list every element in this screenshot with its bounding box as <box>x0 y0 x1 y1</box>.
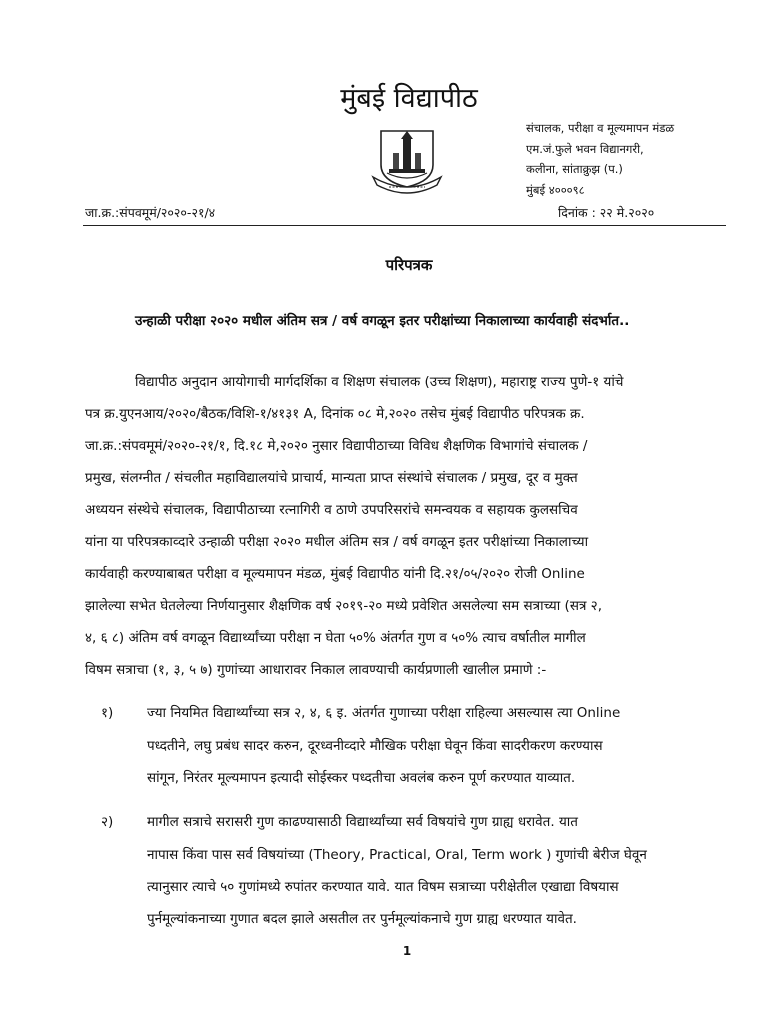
body-line: प्रमुख, संलग्नीत / संचलीत महाविद्यालयांचे प्राचार्य, मान्यता प्राप्त संस्थांचे संचालक / प्रमुख, दूर व मुक्त <box>85 470 578 486</box>
item-line: त्यानुसार त्याचे ५० गुणांमध्ये रुपांतर करण्यात यावे. यात विषम सत्राच्या परीक्षेतील एखाद्या विषयास <box>147 879 619 895</box>
reference-number: जा.क्र.:संपवमूमं/२०२०-२१/४ <box>85 205 216 220</box>
header-divider <box>83 225 726 226</box>
body-line: पत्र क्र.युएनआय/२०२०/बैठक/विशि-१/४१३१ A, दिनांक ०८ मे,२०२० तसेच मुंबई विद्यापीठ परिपत्रक क्र. <box>85 406 585 422</box>
body-line: विद्यापीठ अनुदान आयोगाची मार्गदर्शिका व शिक्षण संचालक (उच्च शिक्षण), महाराष्ट्र राज्य पुणे-१ यांचे <box>135 374 624 390</box>
subject-line: उन्हाळी परीक्षा २०२० मधील अंतिम सत्र / वर्ष वगळून इतर परीक्षांच्या निकालाच्या कार्यवाही संदर्भात.. <box>135 313 630 329</box>
office-address <box>526 118 674 200</box>
item-line: ज्या नियमित विद्यार्थ्यांच्या सत्र २, ४, ६ इ. अंतर्गत गुणाच्या परीक्षा राहिल्या असल्यास त्या Online <box>147 705 621 721</box>
circular-date: दिनांक : २२ मे.२०२० <box>558 205 655 220</box>
page-number: 1 <box>402 944 412 958</box>
university-seal-icon <box>367 125 447 195</box>
item-line: सांगून, निरंतर मूल्यमापन इत्यादी सोईस्कर पध्दतीचा अवलंब करुन पूर्ण करण्यात याव्यात. <box>147 770 576 786</box>
address-line: कलीना, सांताक्रुझ (प.) <box>526 162 623 176</box>
item-line: नापास किंवा पास सर्व विषयांच्या (Theory, Practical, Oral, Term work ) गुणांची बेरीज घेवून <box>147 847 647 863</box>
university-name: मुंबई विद्यापीठ <box>340 83 478 114</box>
address-line: एम.जं.फुले भवन विद्यानगरी, <box>526 141 644 156</box>
address-line: संचालक, परीक्षा व मूल्यमापन मंडळ <box>526 121 675 135</box>
item-line: पध्दतीने, लघु प्रबंध सादर करुन, दूरध्वनीव्दारे मौखिक परीक्षा घेवून किंवा सादरीकरण करण्यास <box>147 738 603 754</box>
item-line: पुर्नमूल्यांकनाच्या गुणात बदल झाले असतील तर पुर्नमूल्यांकनाचे गुण ग्राह्य धरण्यात यावेत. <box>147 911 577 927</box>
address-line: मुंबई ४०००९८ <box>526 182 585 197</box>
body-line: यांना या परिपत्रकाव्दारे उन्हाळी परीक्षा २०२० मधील अंतिम सत्र / वर्ष वगळून इतर परीक्षांच्या निकालाच्या <box>85 534 589 550</box>
item-line: मागील सत्राचे सरासरी गुण काढण्यासाठी विद्यार्थ्यांच्या सर्व विषयांचे गुण ग्राह्य धरावेत. यात <box>147 814 578 830</box>
circular-heading: परिपत्रक <box>385 256 433 274</box>
body-line: झालेल्या सभेत घेतलेल्या निर्णयानुसार शैक्षणिक वर्ष २०१९-२० मध्ये प्रवेशित असलेल्या सम सत्राच्या (सत्र २, <box>85 598 602 614</box>
body-line: ४, ६ ८) अंतिम वर्ष वगळून विद्यार्थ्यांच्या परीक्षा न घेता ५०% अंतर्गत गुण व ५०% त्याच वर्षातील मागील <box>85 630 586 646</box>
body-line: कार्यवाही करण्याबाबत परीक्षा व मूल्यमापन मंडळ, मुंबई विद्यापीठ यांनी दि.२१/०५/२०२० रोजी Online <box>85 566 585 582</box>
item-number: २) <box>101 814 114 830</box>
body-line: अध्ययन संस्थेचे संचालक, विद्यापीठाच्या रत्नागिरी व ठाणे उपपरिसरांचे समन्वयक व सहायक कुलसचिव <box>85 502 578 518</box>
body-line: जा.क्र.:संपवमूमं/२०२०-२१/१, दि.१८ मे,२०२० नुसार विद्यापीठाच्या विविध शैक्षणिक विभागांचे संचालक / <box>85 438 588 454</box>
item-number: १) <box>101 705 114 721</box>
body-line: विषम सत्राचा (१, ३, ५ ७) गुणांच्या आधारावर निकाल लावण्याची कार्यप्रणाली खालील प्रमाणे :- <box>85 662 547 678</box>
